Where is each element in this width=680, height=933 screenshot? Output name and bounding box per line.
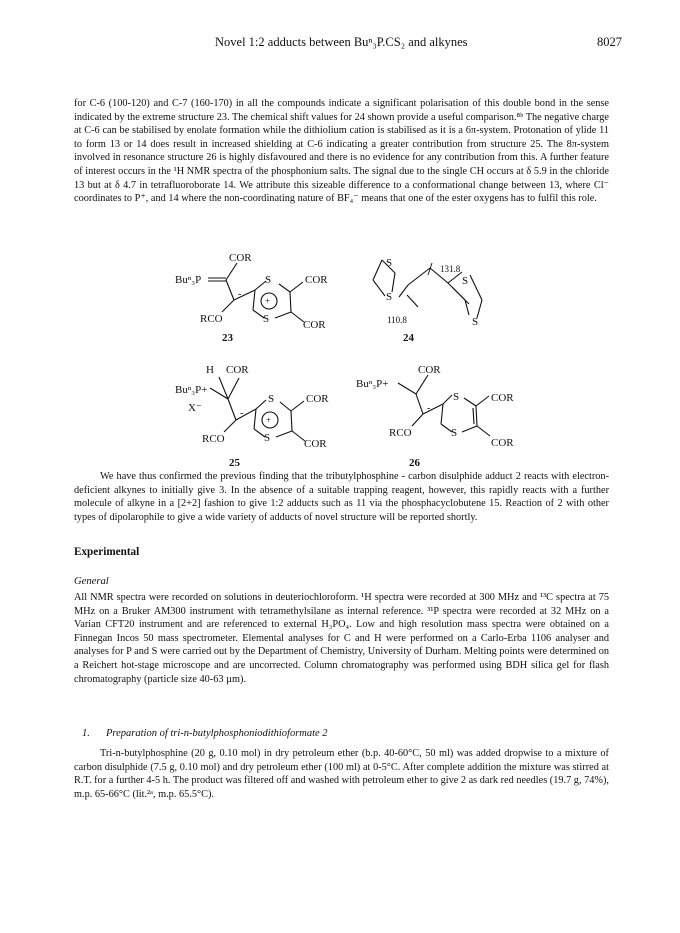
paragraph-general-methods: All NMR spectra were recorded on solutions in deuteriochloroform. ¹H spectra were recorded at 300 MHz and ¹³C spectra at 75 MHz on a Bruker AM300 instrument with tetramethylsilane as internal reference. ³¹P spectra were recorded at 32 MHz on a Varian CFT20 instrument and are referenced to external H₃PO₄. Low and high resolution mass spectra were obtained on a Finnegan Incos 50 mass spectrometer. Elemental analyses for C and H were performed on a Carlo-Erba 1106 analyser and analyses for P and S were carried out by the Department of Chemistry, University of Durham. Melting points were determined on a Reichert hot-stage microscope and are uncorrected. Column chromatography was performed using BDH silica gel for flash chromatography (particle size 40-63 µm).: [74, 592, 609, 685]
compound-number-23: 23: [222, 332, 233, 344]
s25-sulfur-2: S: [264, 432, 271, 444]
s26-rco: RCO: [389, 427, 412, 439]
s23-minus: -: [238, 289, 242, 300]
s24-sulfur-1: S: [386, 257, 393, 269]
compound-number-24: 24: [403, 332, 414, 344]
s26-minus: -: [427, 403, 431, 414]
s26-bu3p-label: Buⁿ₃P+: [356, 378, 389, 390]
s23-cor-right-bottom: COR: [303, 319, 326, 331]
s23-cor-right-top: COR: [305, 274, 328, 286]
s26-sulfur-1: S: [453, 391, 460, 403]
s26-cor-right-top: COR: [491, 392, 514, 404]
s25-h: H: [206, 364, 214, 376]
s24-sulfur-2: S: [386, 291, 393, 303]
s25-minus: -: [240, 408, 244, 419]
s26-sulfur-2: S: [451, 427, 458, 439]
s23-sulfur-2: S: [263, 313, 270, 325]
s23-cor-top: COR: [229, 252, 252, 264]
header-title: Novel 1:2 adducts between Buⁿ₃P.CS₂ and alkynes: [215, 35, 468, 49]
s25-counterion: X⁻: [188, 402, 202, 414]
section-title: Preparation of tri-n-butylphosphoniodithioformate 2: [106, 728, 328, 739]
s24-sulfur-4: S: [472, 316, 479, 328]
s26-cor-right-bottom: COR: [491, 437, 514, 449]
s25-cor-right-top: COR: [306, 393, 329, 405]
s26-cor-top: COR: [418, 364, 441, 376]
s23-sulfur-1: S: [265, 274, 272, 286]
s25-cor-right-bottom: COR: [304, 438, 327, 450]
paragraph-nmr-discussion: for C-6 (100-120) and C-7 (160-170) in all the compounds indicate a significant polarisation of this double bond in the sense indicated by the extreme structure 23. The chemical shift values for 24 shown provide a useful comparison.⁸ᵇ The negative charge at C-6 can be stabilised by enolate formation while the dithiolium cation is stabilised as it is a 6π-system. Protonation of ylide 11 to form 13 or 14 does result in increased shielding at C-6 indicating a greater contribution from structure 25. The 8π-system involved in resonance structure 26 is highly disfavoured and there is no evidence for any contribution from this. A further feature of interest occurs in the ¹H NMR spectra of the phosphonium salts. The signal due to the single CH occurs at δ 5.9 in the chloride 13 but at δ 4.7 in tetrafluoroborate 14. We attribute this sizeable difference to a conformational change between 13, where Cl⁻ coordinates to P⁺, and 14 where the non-coordinating nature of BF₄⁻ means that one of the ester oxygens has to fulfil this role.: [74, 98, 609, 205]
paragraph-preparation: Tri-n-butylphosphine (20 g, 0.10 mol) in dry petroleum ether (b.p. 40-60°C, 50 ml) was added dropwise to a mixture of carbon disulphide (7.5 g, 0.10 mol) and dry petroleum ether (100 ml) at 0-5°C. After complete addition the mixture was stirred at R.T. for a further 4-5 h. The product was filtered off and washed with petroleum ether to give 2 as dark red needles (19.7 g, 74%), m.p. 65-66°C (lit.²ᵃ, m.p. 65.5°C).: [74, 748, 609, 800]
s23-bu3p-label: Buⁿ₃P: [175, 274, 202, 286]
s25-cor-top: COR: [226, 364, 249, 376]
s25-plus: +: [266, 415, 272, 425]
s23-plus: +: [265, 296, 271, 306]
structure-25-bonds: [210, 377, 305, 441]
s24-shift-131: 131.8: [440, 264, 461, 274]
s25-bu3p-label: Buⁿ₃P+: [175, 384, 208, 396]
paragraph-conclusion: We have thus confirmed the previous finding that the tributylphosphine - carbon disulphide adduct 2 reacts with electron-deficient alkynes to initially give 3. In the absence of a suitable trapping reagent, however, this rapidly reacts with a further molecule of alkyne in a [2+2] fashion to give 1:2 adducts such as 11 via the phosphacyclobutene 15. Reaction of 2 with other types of dipolarophile to give a wide variety of adducts of novel structure will be reported shortly.: [74, 471, 609, 523]
compound-number-25: 25: [229, 457, 240, 469]
structure-26-bonds: [398, 375, 490, 436]
s24-sulfur-3: S: [462, 275, 469, 287]
section-number: 1.: [82, 728, 90, 739]
s25-rco: RCO: [202, 433, 225, 445]
s25-sulfur-1: S: [268, 393, 275, 405]
general-subheading: General: [74, 576, 109, 587]
s24-shift-110: 110.8: [387, 315, 407, 325]
page-number: 8027: [597, 35, 622, 49]
experimental-heading: Experimental: [74, 546, 140, 558]
compound-number-26: 26: [409, 457, 420, 469]
s23-rco: RCO: [200, 313, 223, 325]
